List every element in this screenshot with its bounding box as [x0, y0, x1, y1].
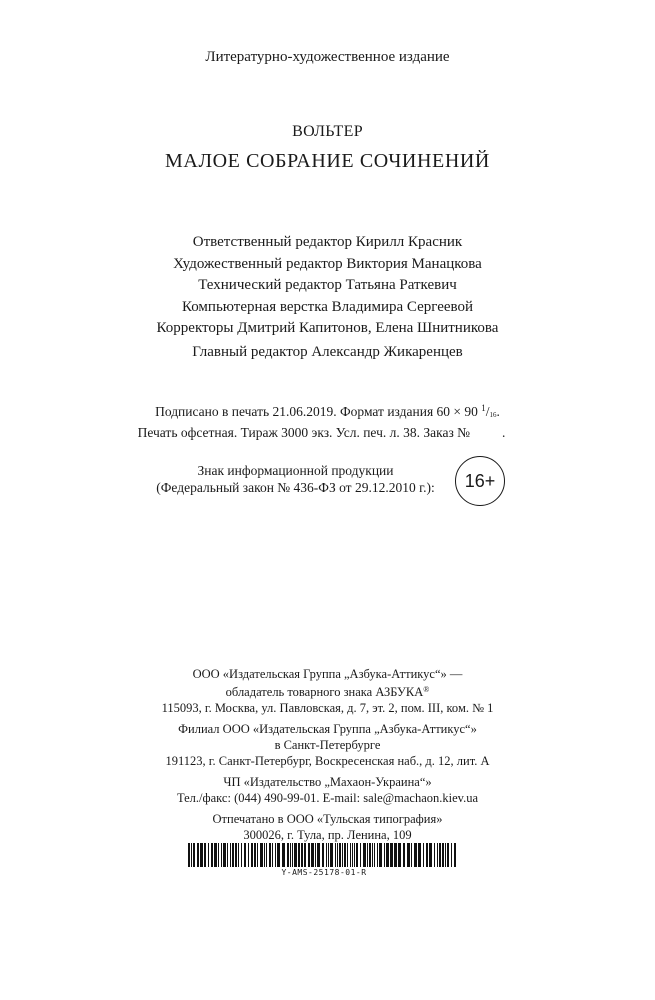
barcode-bar [360, 843, 361, 867]
barcode-bar [269, 843, 271, 867]
barcode-bar [451, 843, 452, 867]
barcode-bar [414, 843, 417, 867]
barcode-bar [315, 843, 316, 867]
barcode-bar [301, 843, 303, 867]
barcode-bar [254, 843, 256, 867]
barcode-bar [384, 843, 385, 867]
barcode-bar [241, 843, 242, 867]
barcode-bar [377, 843, 378, 867]
barcode-bar [447, 843, 449, 867]
barcode-bar [304, 843, 306, 867]
barcode-bar [257, 843, 258, 867]
barcode-bar [208, 843, 209, 867]
print-info-line-1 [0, 400, 655, 424]
print-info-signed: Подписано в печать 21.06.2019. Формат издания 60 × 90 [155, 404, 482, 419]
printer-address: 300026, г. Тула, пр. Ленина, 109 [243, 828, 412, 842]
barcode-bar [354, 843, 355, 867]
barcode-bar [356, 843, 358, 867]
barcode-bar [290, 843, 291, 867]
info-sign-line-1: Знак информационной продукции [197, 463, 394, 478]
barcode-bar [308, 843, 310, 867]
barcode-bar [214, 843, 217, 867]
barcode-bar [337, 843, 338, 867]
barcode-bar [347, 843, 348, 867]
barcode-bar [437, 843, 438, 867]
barcode-bar [411, 843, 412, 867]
barcode-bar [328, 843, 329, 867]
barcode-bar [221, 843, 222, 867]
branch-line-2: в Санкт-Петербурге [274, 738, 381, 752]
barcode-bar [248, 843, 249, 867]
barcode-bar [363, 843, 366, 867]
barcode-bar [238, 843, 239, 867]
format-denominator: 16 [489, 411, 497, 419]
barcode-bar [223, 843, 226, 867]
barcode-bar [311, 843, 314, 867]
barcode-bar [434, 843, 435, 867]
barcode-bar [264, 843, 265, 867]
printer-line: Отпечатано в ООО «Тульская типография» [212, 812, 443, 826]
barcode-bar [244, 843, 246, 867]
barcode-bar [272, 843, 273, 867]
format-slash: / [485, 404, 490, 419]
print-info-circulation: Печать офсетная. Тираж 3000 экз. Усл. печ. л. 38. Заказ № [137, 425, 471, 440]
barcode-bar [200, 843, 203, 867]
barcode-code: Y-AMS-25178-01-R [281, 868, 367, 877]
registered-mark: ® [423, 685, 430, 694]
ukraine-contacts: Тел./факс: (044) 490-99-01. E-mail: sale@machaon.kiev.ua [176, 791, 479, 805]
credit-line-art-editor: Художественный редактор Виктория Манацкова [173, 255, 482, 272]
print-info [0, 400, 655, 441]
barcode-bar [342, 843, 343, 867]
barcode-bar [317, 843, 320, 867]
credit-line-technical-editor: Технический редактор Татьяна Раткевич [198, 277, 457, 293]
barcode-bar [398, 843, 401, 867]
barcode-bar [350, 843, 351, 867]
barcode-bar [275, 843, 276, 867]
credits-block [0, 232, 655, 340]
edition-type: Литературно-художественное издание [205, 49, 450, 65]
credit-line-proofreaders: Корректоры Дмитрий Капитонов, Елена Шнитникова [156, 320, 499, 336]
barcode-bar [298, 843, 300, 867]
barcode-bar [367, 843, 368, 867]
barcode-bar [426, 843, 428, 867]
barcode-bar [386, 843, 389, 867]
barcode-bar [445, 843, 446, 867]
barcode-bar [335, 843, 336, 867]
barcode-bar [423, 843, 424, 867]
publisher-line-2 [0, 682, 655, 700]
barcode-bar [197, 843, 199, 867]
chief-editor: Главный редактор Александр Жикаренцев [192, 344, 463, 360]
barcode-bar [403, 843, 405, 867]
barcode-bar [260, 843, 263, 867]
barcode-bar [251, 843, 253, 867]
barcode-bar [235, 843, 237, 867]
barcode-bar [211, 843, 213, 867]
format-period: . [496, 404, 500, 419]
barcode [188, 843, 460, 867]
branch-address: 191123, г. Санкт-Петербург, Воскресенская наб., д. 12, лит. А [165, 754, 490, 768]
barcode-bar [204, 843, 206, 867]
barcode-bar [227, 843, 228, 867]
barcode-bar [418, 843, 421, 867]
credit-line-responsible-editor: Ответственный редактор Кирилл Красник [192, 234, 463, 250]
branch-line-1: Филиал ООО «Издательская Группа „Азбука-Аттикус“» [178, 722, 477, 736]
trademark-text: обладатель товарного знака АЗБУКА [225, 685, 424, 699]
book-title: МАЛОЕ СОБРАНИЕ СОЧИНЕНИЙ [165, 150, 490, 172]
barcode-bar [330, 843, 333, 867]
barcode-bar [287, 843, 289, 867]
info-sign-line-2: (Федеральный закон № 436-ФЗ от 29.12.2010 г.): [156, 480, 435, 495]
info-sign-text [143, 462, 448, 496]
author-name: ВОЛЬТЕР [292, 123, 363, 140]
barcode-bar [277, 843, 280, 867]
barcode-bar [369, 843, 371, 867]
barcode-bar [188, 843, 190, 867]
barcode-bar [344, 843, 346, 867]
barcode-bar [439, 843, 441, 867]
barcode-bar [292, 843, 293, 867]
barcode-bar [191, 843, 192, 867]
barcode-bar [394, 843, 397, 867]
barcode-bar [294, 843, 297, 867]
barcode-bar [322, 843, 324, 867]
barcode-bar [374, 843, 375, 867]
barcode-bar [390, 843, 393, 867]
barcode-bar [218, 843, 219, 867]
ukraine-publisher: ЧП «Издательство „Махаон-Украина“» [223, 775, 432, 789]
format-numerator: 1 [481, 403, 486, 413]
barcode-bar [352, 843, 353, 867]
format-fraction [481, 404, 496, 419]
barcode-bar [407, 843, 410, 867]
print-info-line-2 [0, 424, 649, 441]
publisher-address: 115093, г. Москва, ул. Павловская, д. 7, эт. 2, пом. III, ком. № 1 [161, 701, 494, 715]
barcode-bar [442, 843, 444, 867]
age-rating-badge: 16+ [455, 456, 505, 506]
barcode-bar [326, 843, 327, 867]
barcode-bar [193, 843, 195, 867]
barcode-bar [266, 843, 267, 867]
barcode-bar [372, 843, 373, 867]
barcode-bar [232, 843, 234, 867]
barcode-bar [429, 843, 432, 867]
order-number-period: . [502, 425, 506, 440]
barcode-bar [282, 843, 285, 867]
barcode-bar [379, 843, 382, 867]
barcode-bar [230, 843, 231, 867]
credit-line-layout: Компьютерная верстка Владимира Сергеевой [181, 298, 474, 315]
imprint-block [0, 666, 655, 843]
publisher-line-1: ООО «Издательская Группа „Азбука-Аттикус“» — [192, 667, 463, 681]
barcode-bar [339, 843, 341, 867]
barcode-bar [454, 843, 456, 867]
